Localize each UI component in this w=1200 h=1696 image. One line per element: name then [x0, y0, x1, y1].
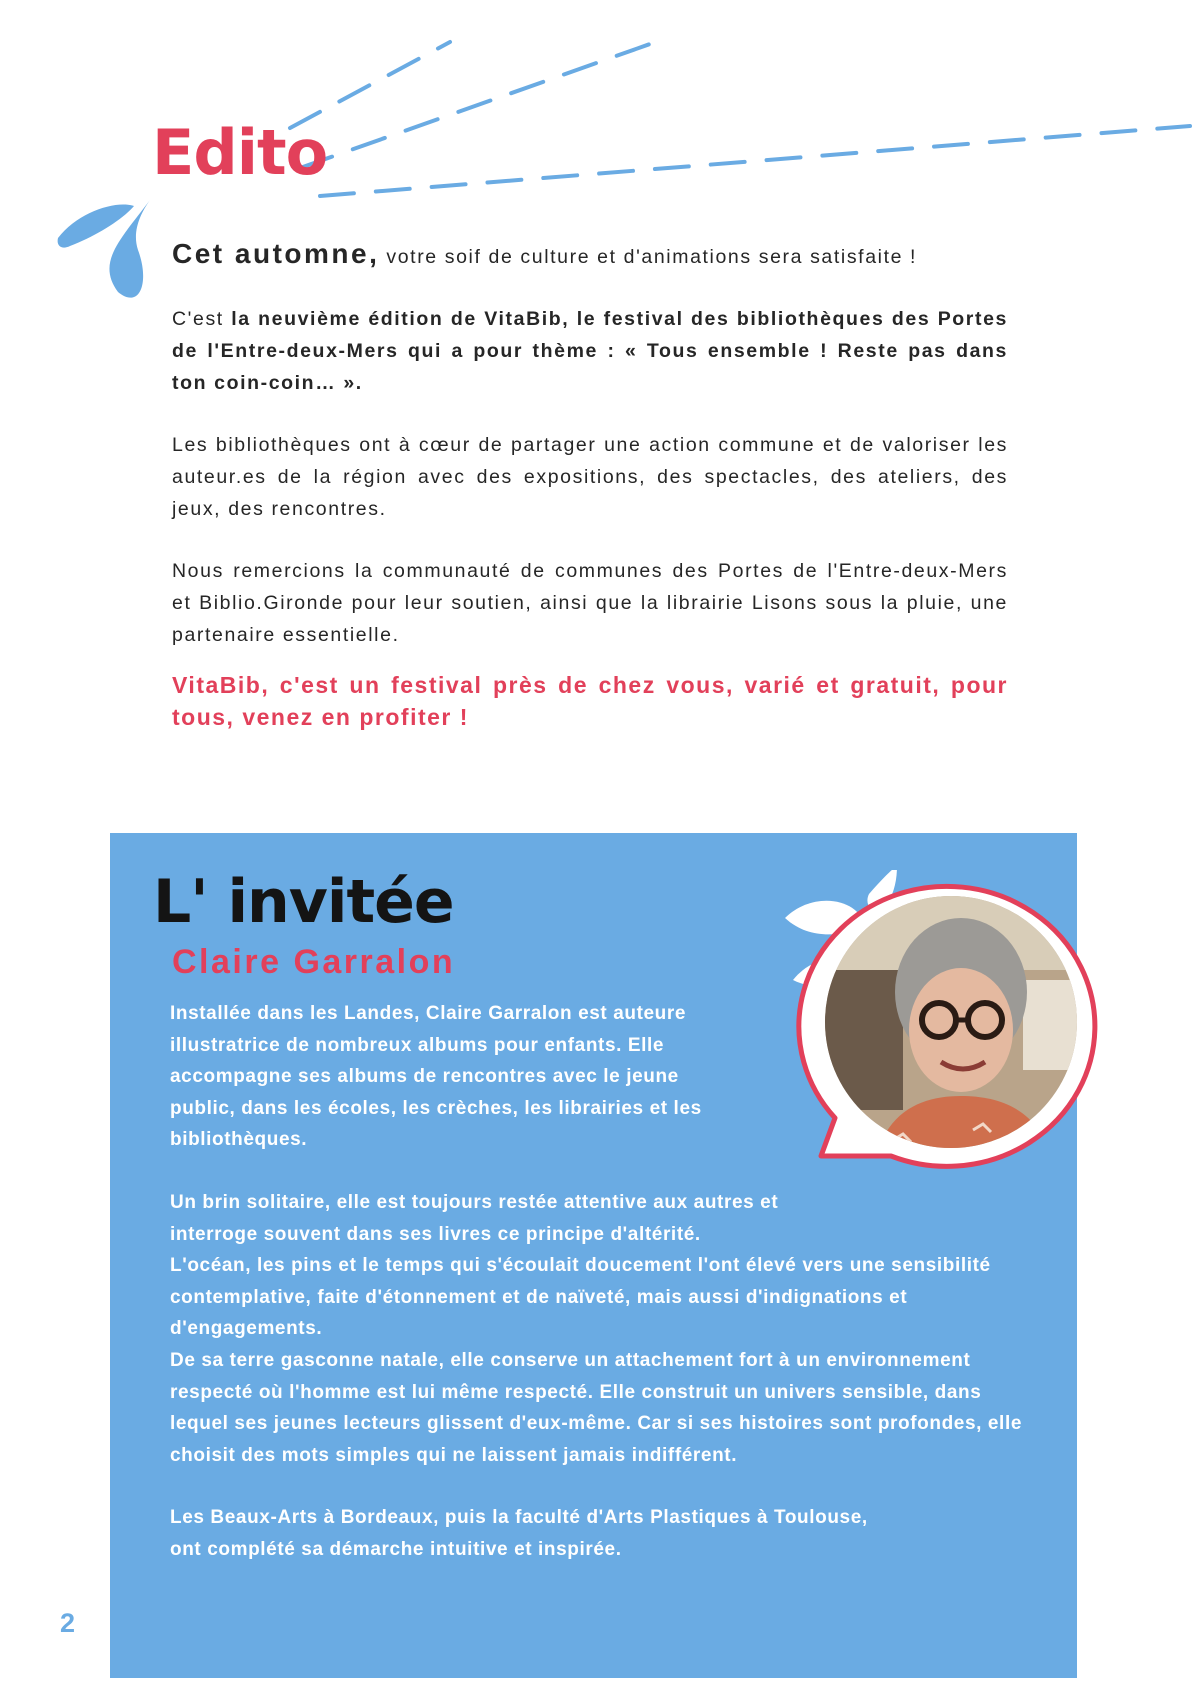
guest-name: Claire Garralon — [172, 943, 456, 981]
edito-paragraph: Nous remercions la communauté de communes des Portes de l'Entre-deux-Mers et Biblio.Gironde pour leur soutien, ainsi que la librairie Lisons sous la pluie, une partenaire essentielle. — [172, 560, 1008, 646]
page-number: 2 — [60, 1608, 76, 1638]
edito-paragraph: Les bibliothèques ont à cœur de partager une action commune et de valoriser les auteur.es de la région avec des expositions, des spectacles, des ateliers, des jeux, des rencontres. — [172, 434, 1008, 520]
bio-text: Les Beaux-Arts à Bordeaux, puis la faculté d'Arts Plastiques à Toulouse, ont complété sa démarche intuitive et inspirée. — [170, 1507, 868, 1560]
edito-p2-bold: la neuvième édition de VitaBib, le festival des bibliothèques des Portes de l'Entre-deux-Mers qui a pour thème : « Tous ensemble ! Reste pas dans ton coin-coin… ». — [172, 308, 1008, 394]
edito-p2-start: C'est — [172, 308, 232, 330]
guest-title: L' invitée — [153, 867, 454, 937]
edito-text — [172, 238, 1008, 763]
bio-text: Installée dans les Landes, Claire Garralon est auteure illustratrice de nombreux albums pour enfants. Elle accompagne ses albums de rencontres avec le jeune public, dans les écoles, les crèches, les librairies et les bibliothèques. — [170, 1003, 702, 1151]
bio-paragraph — [170, 1502, 1028, 1565]
bio-text: Un brin solitaire, elle est toujours restée attentive aux autres et interroge souvent dans ses livres ce principe d'altérité. — [170, 1191, 779, 1245]
edito-intro — [172, 238, 1008, 273]
bio-text: L'océan, les pins et le temps qui s'écoulait doucement l'ont élevé vers une sensibilité contemplative, faite d'étonnement et de naïveté, mais aussi d'indignations et d'engagements. — [170, 1255, 991, 1340]
bio-paragraph — [170, 1187, 1028, 1471]
bio-text: De sa terre gasconne natale, elle conserve un attachement fort à un environnement respecté où l'homme est lui même respecté. Elle construit un univers sensible, dans lequel ses jeunes lecteurs glissent d'eux-même. Car si ses histoires sont profondes, elle choisit des mots simples qui ne laissent jamais indifférent. — [170, 1349, 1022, 1466]
edito-intro-rest: votre soif de culture et d'animations sera satisfaite ! — [379, 246, 918, 268]
edito-closing: VitaBib, c'est un festival près de chez vous, varié et gratuit, pour tous, venez en profiter ! — [172, 672, 1008, 730]
edito-title: Edito — [152, 116, 328, 189]
guest-biography — [170, 998, 1028, 1597]
edito-lead: Cet automne, — [172, 238, 380, 269]
bio-paragraph — [170, 998, 1028, 1156]
edito-paragraph — [172, 303, 1008, 399]
